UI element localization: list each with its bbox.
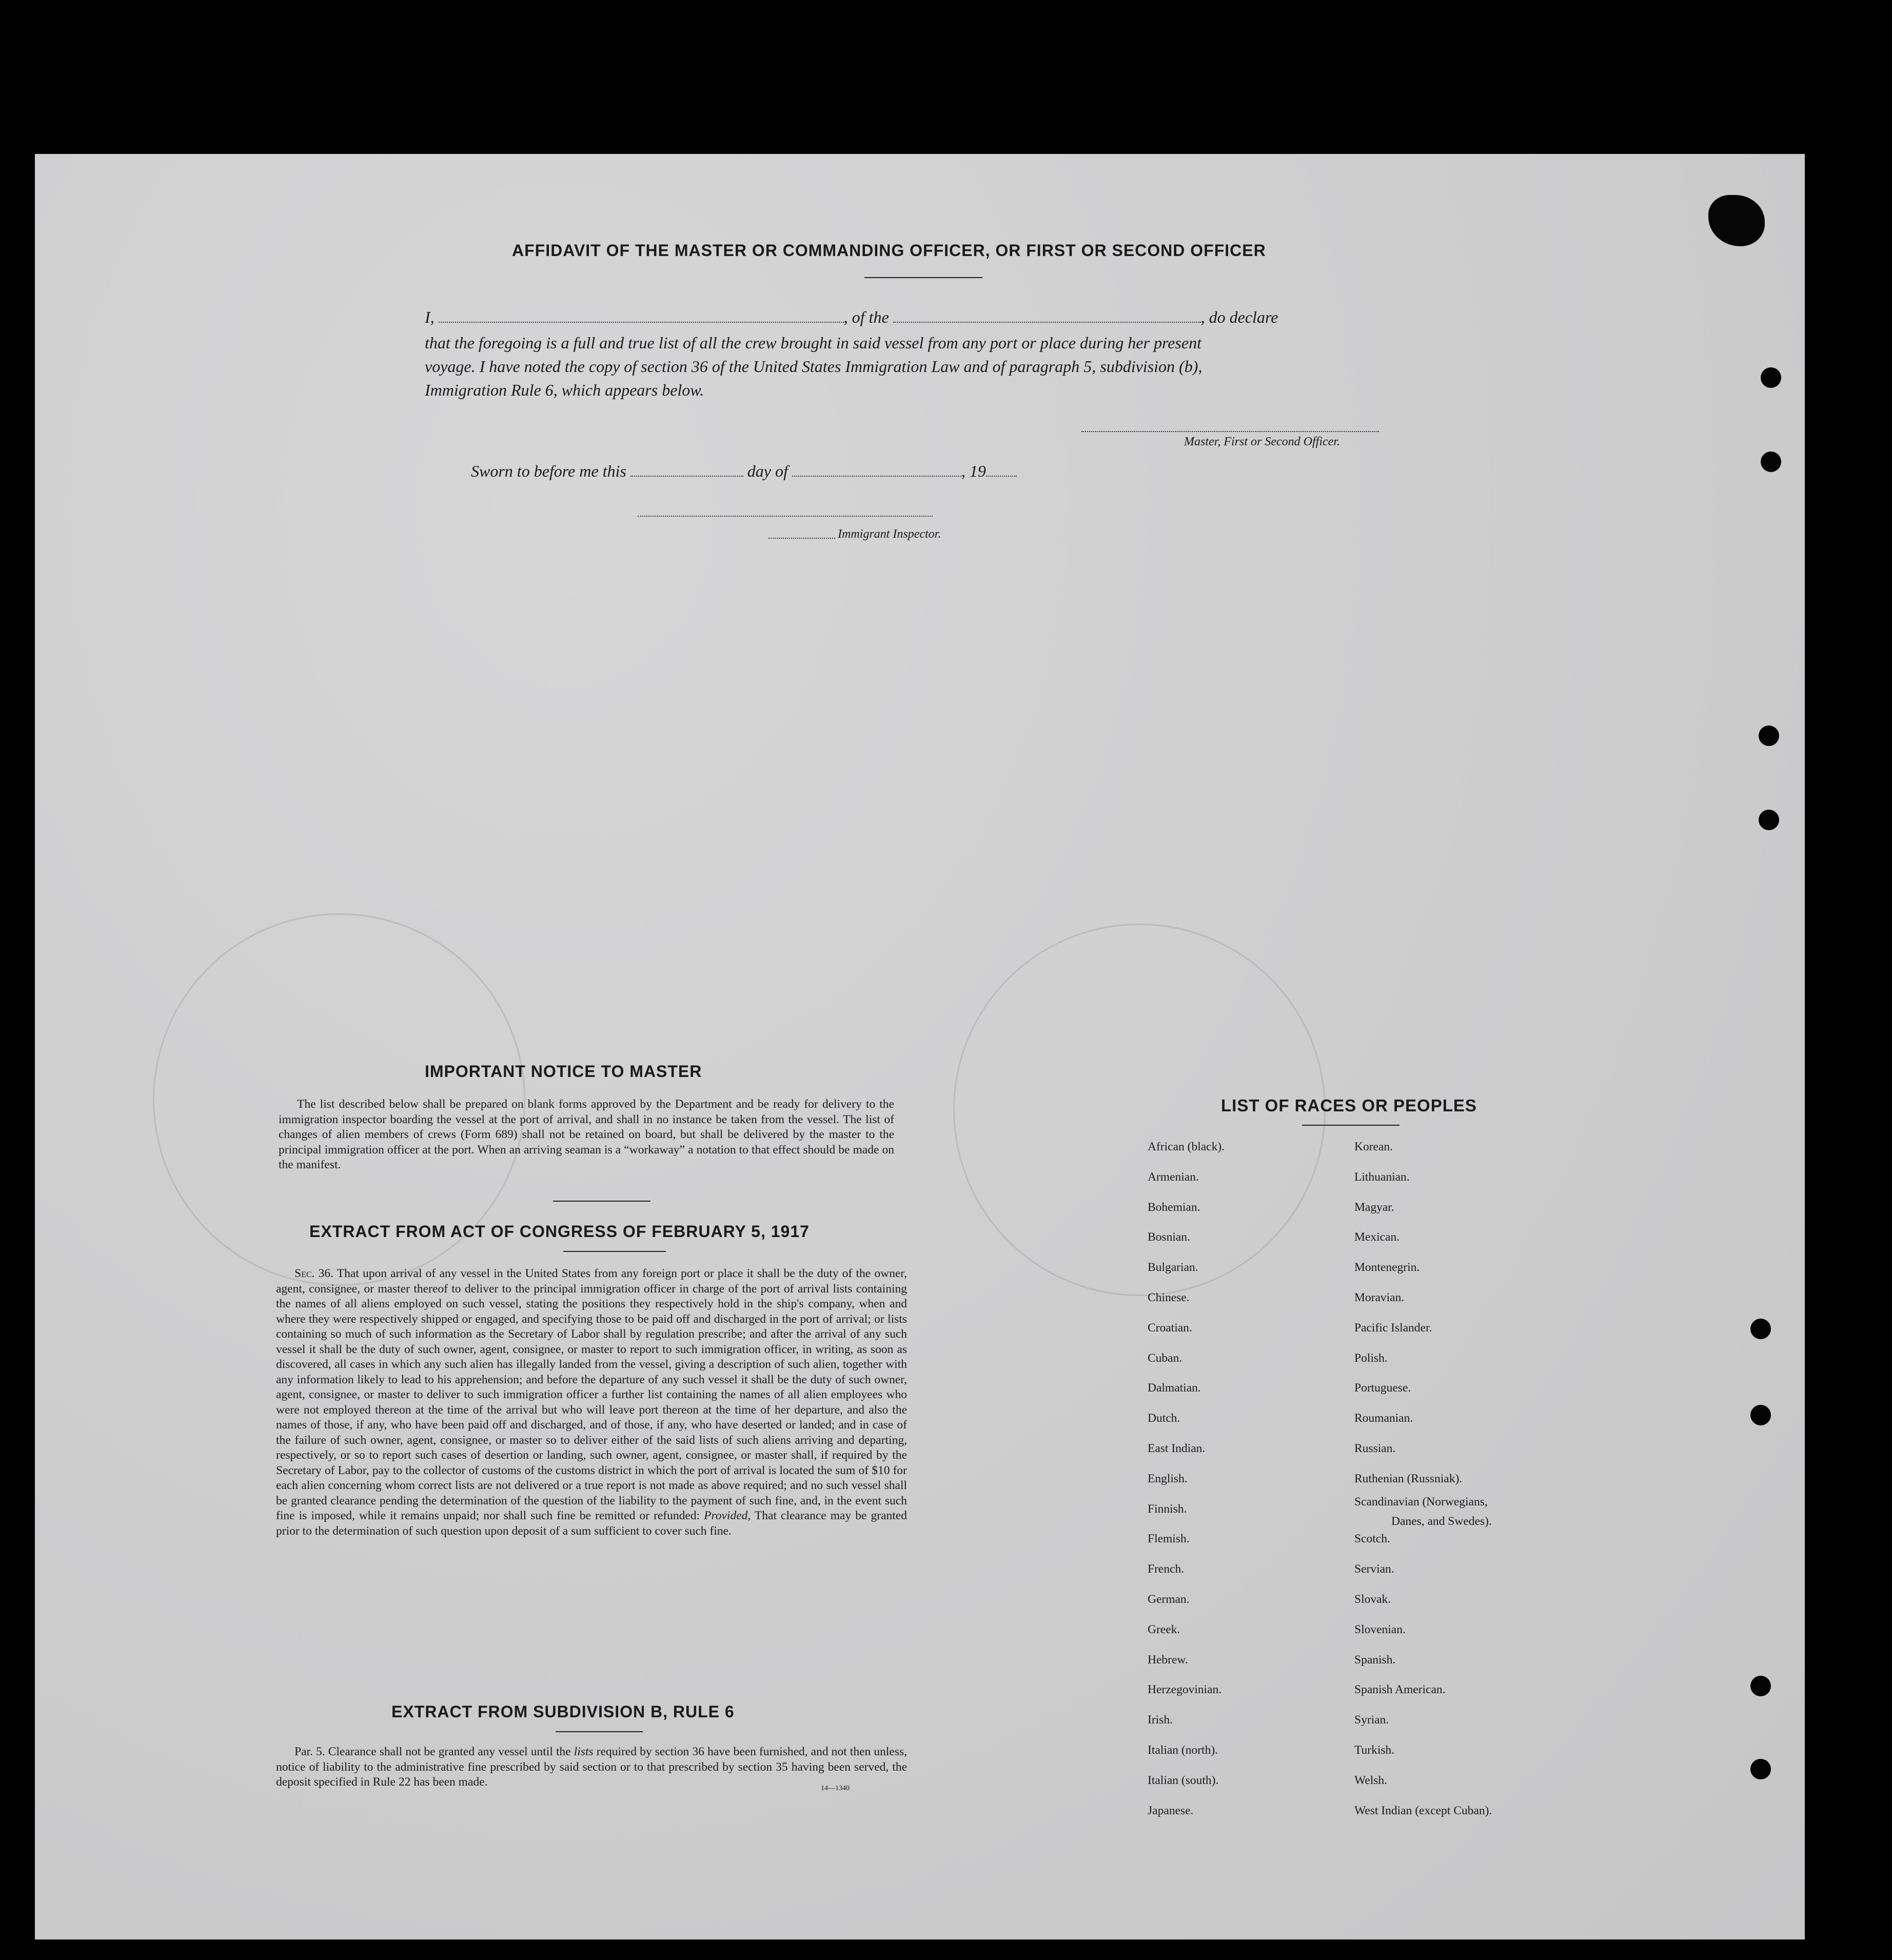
race-item: Scotch. <box>1354 1532 1390 1546</box>
name-blank[interactable] <box>439 322 844 323</box>
race-item: Montenegrin. <box>1354 1261 1420 1275</box>
race-item: Bohemian. <box>1148 1200 1200 1214</box>
affidavit-line-2: that the foregoing is a full and true list of all the crew brought in said vessel from any port or place during her present <box>425 334 1201 352</box>
race-item: Slovak. <box>1354 1593 1391 1606</box>
rule-text: Par. 5. Clearance shall not be granted any vessel until the <box>294 1745 574 1758</box>
race-item: Welsh. <box>1354 1773 1388 1787</box>
signature-label: Master, First or Second Officer. <box>1184 435 1340 448</box>
race-item: Bulgarian. <box>1148 1261 1198 1275</box>
notice-rule <box>553 1201 651 1202</box>
year-prefix: , 19 <box>961 462 986 480</box>
race-item: Russian. <box>1354 1442 1396 1455</box>
races-rule <box>1302 1125 1400 1126</box>
act-text-end: That clearance may be granted prior to the determination of such question upon deposit of a sum sufficient to cover such fine. <box>276 1509 907 1538</box>
race-item: Bosnian. <box>1148 1230 1190 1244</box>
race-item: Lithuanian. <box>1354 1170 1410 1184</box>
punch-hole <box>1761 367 1781 388</box>
punch-hole <box>1750 1319 1771 1339</box>
race-item: Greek. <box>1148 1622 1180 1636</box>
rule-extract-body <box>276 1745 907 1790</box>
race-item: Spanish. <box>1354 1653 1396 1667</box>
race-item: Italian (north). <box>1148 1743 1218 1757</box>
race-item: French. <box>1148 1562 1185 1576</box>
month-blank[interactable] <box>792 476 961 477</box>
race-item: Ruthenian (Russniak). <box>1354 1472 1463 1485</box>
affidavit-line-3: voyage. I have noted the copy of section 36 of the United States Immigration Law and of paragraph 5, subdivision (b), <box>425 357 1203 376</box>
race-item: Korean. <box>1354 1140 1393 1153</box>
race-item: Syrian. <box>1354 1713 1389 1727</box>
year-blank[interactable] <box>986 476 1017 477</box>
title-underline <box>864 277 982 278</box>
act-extract-body <box>276 1266 907 1539</box>
notice-title: IMPORTANT NOTICE TO MASTER <box>425 1062 702 1081</box>
act-text: That upon arrival of any vessel in the United States from any foreign port or place it shall be the duty of the owner, agent, consignee, or master thereof to deliver to the principal immigration officer in charge of the port of arrival lists containing the names of all aliens employed on such vessel, stating the positions they respectively hold in the ship's company, when and where they were respectively shipped or engaged, and specifying those to be paid off and discharged in the port of arrival; or lists containing so much of such information as the Secretary of Labor shall by regulation prescribe; and after the arrival of any such vessel it shall be the duty of such owner, agent, consignee, or master to report to such immigration officer, in writing, as soon as discovered, all cases in which any such alien has illegally landed from the vessel, giving a description of such alien, together with any information likely to lead to his apprehension; and before the departure of any such vessel it shall be the duty of such owner, agent, consignee, or master to deliver to such immigration officer a further list containing the names of all alien employees who were not employed thereon at the time of the arrival but who will leave port thereon at the time of her departure, and also the names of those, if any, who have been paid off and discharged, and of those, if any, who have deserted or landed; and in case of the failure of such owner, agent, consignee, or master so to deliver either of the said lists of such aliens arriving and departing, respectively, or so to report such cases of desertion or landing, such owner, agent, consignee, or master shall, if required by the Secretary of Labor, pay to the collector of customs of the customs district in which the port of arrival is located the sum of $10 for each alien concerning whom correct lists are not delivered or a true report is not made as above required; and no such vessel shall be granted clearance pending the determination of the question of the liability to the payment of such fine, and, in the event such fine is imposed, while it remains unpaid; nor shall such fine be remitted or refunded: <box>276 1267 908 1522</box>
race-item: German. <box>1148 1593 1190 1606</box>
punch-hole <box>1759 810 1779 830</box>
race-item: Herzegovinian. <box>1148 1683 1222 1697</box>
race-item: Croatian. <box>1148 1321 1192 1335</box>
race-item: Slovenian. <box>1354 1622 1406 1636</box>
race-item: Irish. <box>1148 1713 1173 1727</box>
race-item: Japanese. <box>1148 1804 1194 1817</box>
sec-label: Sec. 36. <box>294 1267 333 1280</box>
sworn-prefix: Sworn to before me this <box>471 462 626 480</box>
race-item: Flemish. <box>1148 1532 1190 1546</box>
act-rule <box>563 1251 666 1252</box>
race-item: Pacific Islander. <box>1354 1321 1432 1335</box>
form-number: 14—1340 <box>821 1785 850 1792</box>
race-item: East Indian. <box>1148 1442 1206 1455</box>
punch-hole <box>1761 452 1781 472</box>
race-item: Danes, and Swedes). <box>1391 1514 1492 1528</box>
day-blank[interactable] <box>630 476 743 477</box>
race-item: Hebrew. <box>1148 1653 1188 1667</box>
race-item: Mexican. <box>1354 1230 1400 1244</box>
vessel-blank[interactable] <box>893 322 1201 323</box>
affidavit-line-4: Immigration Rule 6, which appears below. <box>425 381 704 399</box>
race-item: Magyar. <box>1354 1200 1394 1214</box>
race-item: Servian. <box>1354 1562 1394 1576</box>
of-the-text: , of the <box>843 308 889 326</box>
signature-line[interactable] <box>1081 431 1379 432</box>
do-declare-text: , do declare <box>1200 308 1278 326</box>
inspector-signature-line[interactable] <box>638 516 933 517</box>
race-item: Scandinavian (Norwegians, <box>1354 1495 1488 1508</box>
race-item: Roumanian. <box>1354 1412 1413 1425</box>
lists-word: lists <box>574 1745 594 1758</box>
affidavit-line-1 <box>425 308 1278 327</box>
race-item: Cuban. <box>1148 1351 1182 1365</box>
punch-hole <box>1750 1405 1771 1425</box>
race-item: Portuguese. <box>1354 1381 1411 1395</box>
day-of-text: day of <box>747 462 788 480</box>
races-title: LIST OF RACES OR PEOPLES <box>1221 1096 1477 1115</box>
rule-text-end: required by section 36 have been furnished, and not then unless, notice of liability to the administrative fine prescribed by said section or to that prescribed by section 35 having been served, the deposit specified in Rule 22 has been made. <box>276 1745 907 1789</box>
race-item: African (black). <box>1148 1140 1225 1153</box>
race-item: Dalmatian. <box>1148 1381 1201 1395</box>
race-item: Italian (south). <box>1148 1773 1219 1787</box>
race-item: Spanish American. <box>1354 1683 1446 1697</box>
affidavit-title: AFFIDAVIT OF THE MASTER OR COMMANDING OFFICER, OR FIRST OR SECOND OFFICER <box>512 241 1266 260</box>
punch-hole <box>1750 1759 1771 1779</box>
document-sheet <box>35 154 1805 1939</box>
sworn-line <box>471 462 1017 481</box>
act-extract-title: EXTRACT FROM ACT OF CONGRESS OF FEBRUARY 5, 1917 <box>309 1222 810 1241</box>
punch-hole <box>1750 1676 1771 1696</box>
race-item: Finnish. <box>1148 1502 1187 1516</box>
provided-word: Provided, <box>704 1509 751 1522</box>
rule-extract-title: EXTRACT FROM SUBDIVISION B, RULE 6 <box>391 1702 735 1721</box>
race-item: Polish. <box>1354 1351 1388 1365</box>
race-item: Moravian. <box>1354 1291 1405 1304</box>
inspector-label: Immigrant Inspector. <box>838 527 941 541</box>
race-item: Dutch. <box>1148 1412 1180 1425</box>
race-item: West Indian (except Cuban). <box>1354 1804 1492 1817</box>
race-item: English. <box>1148 1472 1188 1485</box>
affidavit-i: I, <box>425 308 435 326</box>
punch-hole <box>1759 726 1779 746</box>
race-item: Chinese. <box>1148 1291 1190 1304</box>
race-item: Armenian. <box>1148 1170 1199 1184</box>
notice-body <box>279 1097 894 1173</box>
race-item: Turkish. <box>1354 1743 1395 1757</box>
inspector-dots <box>768 538 835 539</box>
notice-paragraph: The list described below shall be prepared on blank forms approved by the Department and be ready for delivery to the immigration inspector boarding the vessel at the port of arrival, and shall in no instance be taken from the vessel. The list of changes of alien members of crews (Form 689) shall not be retained on board, but shall be delivered by the master to the principal immigration officer at the port. When an arriving seaman is a “workaway” a notation to that effect should be made on the manifest. <box>279 1097 894 1171</box>
rule-rule <box>556 1731 643 1732</box>
